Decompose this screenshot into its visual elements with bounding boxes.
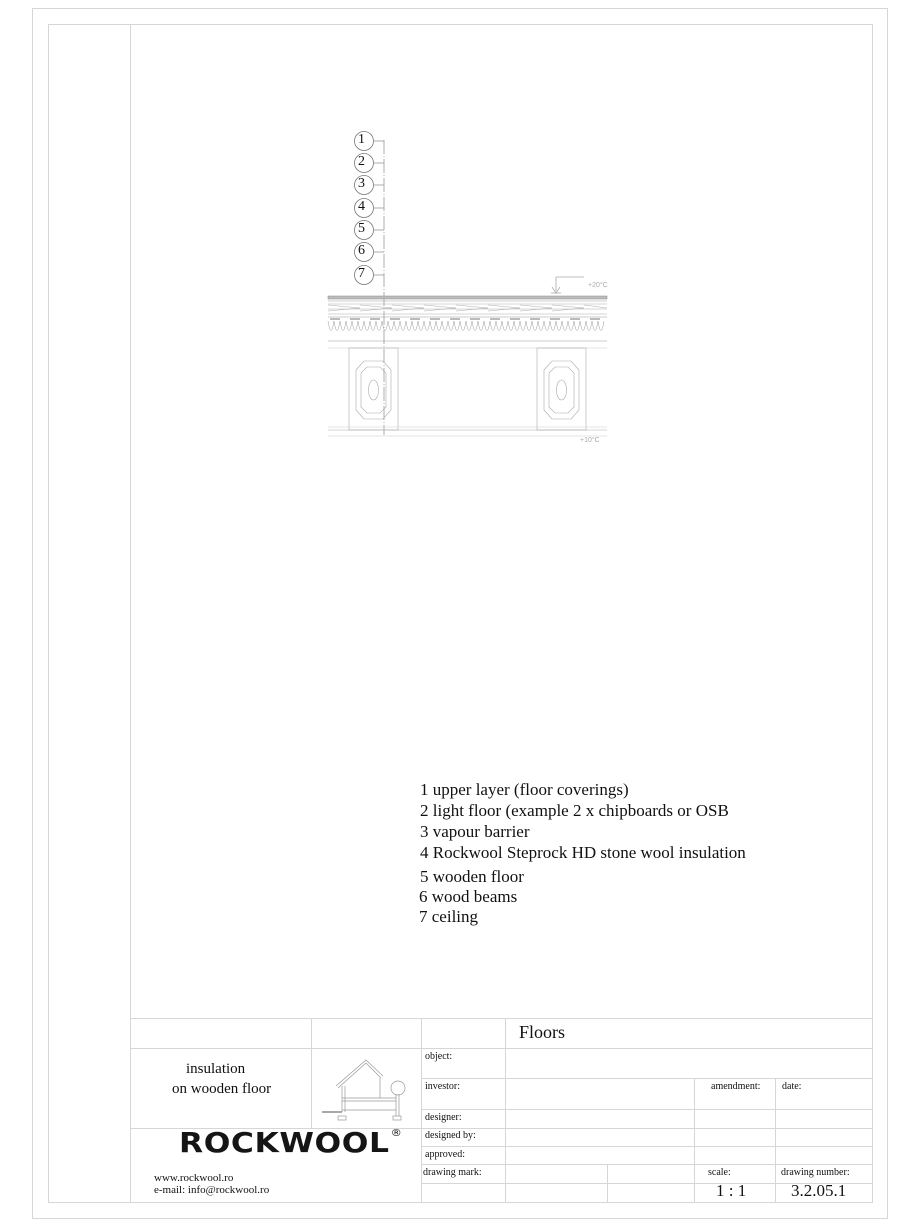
callout-2: 2 <box>358 154 365 169</box>
investor-label: investor: <box>425 1081 460 1092</box>
callout-3: 3 <box>358 176 365 191</box>
description-line-1: insulation <box>186 1061 246 1077</box>
drawing-number-value: 3.2.05.1 <box>791 1181 847 1200</box>
binding-margin-line <box>130 24 131 1203</box>
callout-4: 4 <box>358 199 365 214</box>
legend-item-1: 1 upper layer (floor coverings) <box>420 780 629 799</box>
floor-section-drawing <box>320 125 620 455</box>
callout-6: 6 <box>358 243 365 258</box>
website-link[interactable]: www.rockwool.ro <box>154 1172 234 1184</box>
callout-7: 7 <box>358 266 365 281</box>
legend-item-2: 2 light floor (example 2 x chipboards or OSB <box>420 801 729 820</box>
designed-by-label: designed by: <box>425 1130 476 1141</box>
legend-item-5: 5 wooden floor <box>420 867 524 886</box>
drawing-mark-label: drawing mark: <box>423 1167 482 1178</box>
legend-item-6: 6 wood beams <box>419 887 518 906</box>
amendment-label: amendment: <box>711 1081 761 1092</box>
house-section-thumbnail <box>318 1054 413 1122</box>
legend-item-7: 7 ceiling <box>419 907 479 926</box>
designer-label: designer: <box>425 1112 462 1123</box>
object-label: object: <box>425 1051 453 1062</box>
approved-label: approved: <box>425 1149 465 1160</box>
rockwool-logo: ROCKWOOL® <box>179 1126 403 1159</box>
legend-item-3: 3 vapour barrier <box>420 822 530 841</box>
legend-item-4: 4 Rockwool Steprock HD stone wool insulation <box>420 843 746 862</box>
section-title: Floors <box>519 1022 566 1042</box>
drawing-number-label: drawing number: <box>781 1167 850 1178</box>
callout-5: 5 <box>358 221 365 236</box>
scale-value: 1 : 1 <box>716 1181 747 1200</box>
callout-1: 1 <box>358 132 365 147</box>
temperature-bottom-label: +10°C <box>580 437 600 444</box>
description-line-2: on wooden floor <box>172 1081 272 1097</box>
scale-label: scale: <box>708 1167 731 1178</box>
email-link[interactable]: e-mail: info@rockwool.ro <box>154 1184 270 1196</box>
temperature-top-label: +20°C <box>588 282 608 289</box>
date-label: date: <box>782 1081 802 1092</box>
